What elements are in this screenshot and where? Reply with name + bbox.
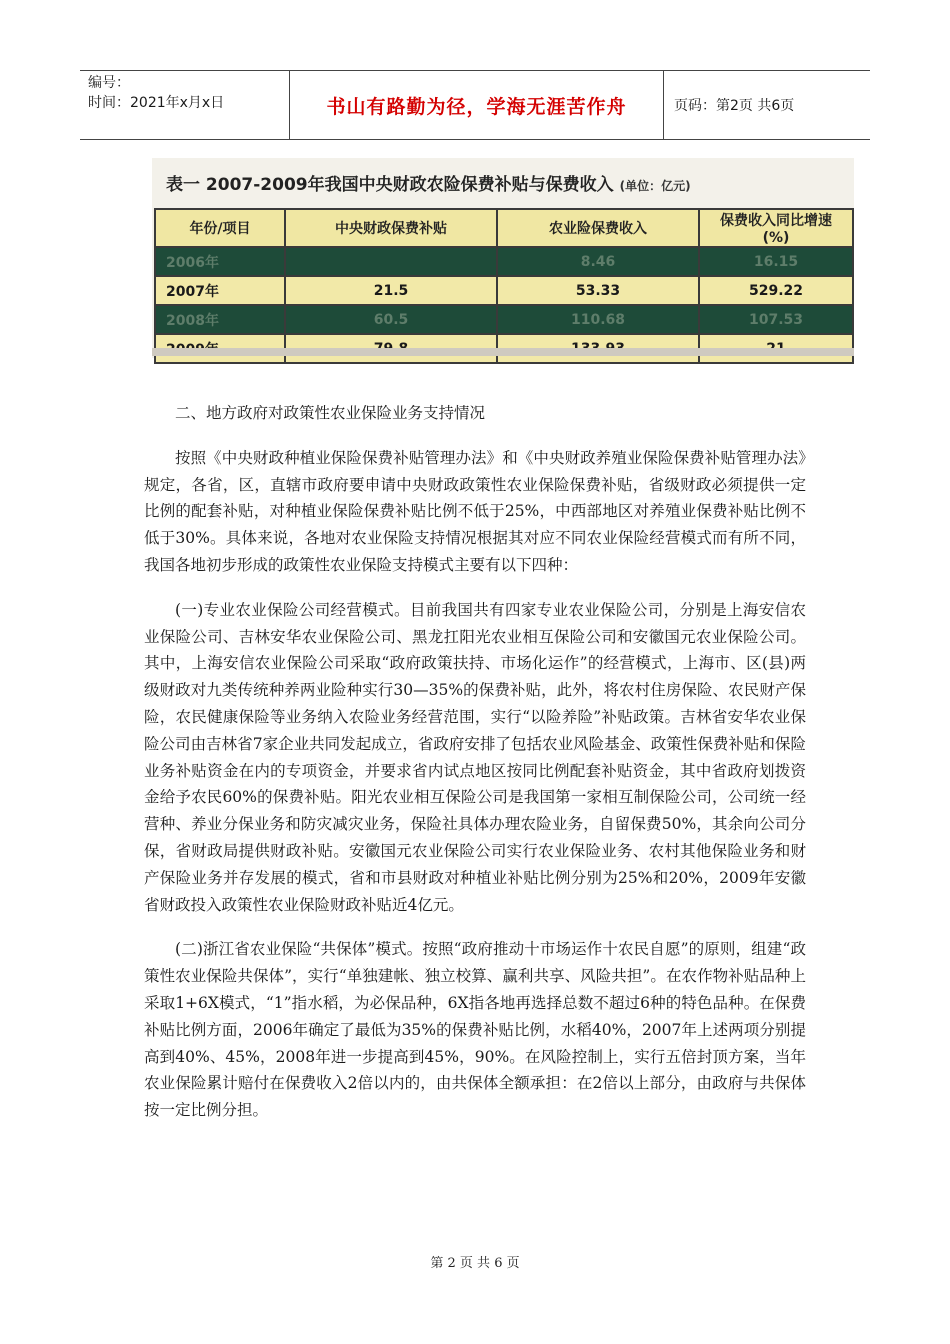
cell-year: 2006年: [155, 247, 285, 276]
table-bottom-band: [152, 348, 854, 356]
table-title: [166, 170, 691, 195]
subsidy-table: [154, 208, 854, 364]
table-header-row: [155, 209, 853, 247]
cell-year: 2008年: [155, 305, 285, 334]
document-number-label: 编号：: [88, 75, 130, 91]
table-unit: (单位：亿元): [619, 179, 691, 193]
header-meta: [80, 71, 290, 139]
document-time-label: 时间：2021年x月x日: [88, 95, 225, 111]
header-motto: 书山有路勤为径，学海无涯苦作舟: [290, 71, 664, 139]
cell-income: 8.46: [497, 247, 699, 276]
paragraph: (一)专业农业保险公司经营模式。目前我国共有四家专业农业保险公司，分别是上海安信农业保险公司、吉林安华农业保险公司、黑龙扛阳光农业相互保险公司和安徽国元农业保险公司。其中，上海安信农业保险公司采取“政府政策扶持、市场化运作”的经营模式，上海市、区(县)两级财政对九类传统种养两业险种实行30—35%的保费补贴，此外，将农村住房保险、农民财产保险，农民健康保险等业务纳入农险业务经营范围，实行“以险养险”补贴政策。吉林省安华农业保险公司由吉林省7家企业共同发起成立，省政府安排了包括农业风险基金、政策性保费补贴和保险业务补贴资金在内的专项资金，并要求省内试点地区按同比例配套补贴资金，其中省政府划拨资金给予农民60%的保费补贴。阳光农业相互保险公司是我国第一家相互制保险公司，公司统一经营种、养业分保业务和防灾减灾业务，保险社具体办理农险业务，自留保费50%，其余向公司分保，省财政局提供财政补贴。安徽国元农业保险公司实行农业保险业务、农村其他保险业务和财产保险业务并存发展的模式，省和市县财政对种植业补贴比例分别为25%和20%，2009年安徽省财政投入政策性农业保险财政补贴近4亿元。: [144, 600, 806, 914]
table-row: [155, 276, 853, 305]
body-text: [144, 400, 806, 1142]
cell-income: 110.68: [497, 305, 699, 334]
column-header: 保费收入同比增速 (%): [699, 209, 853, 247]
table-row: [155, 305, 853, 334]
column-header: 年份/项目: [155, 209, 285, 247]
column-header: 中央财政保费补贴: [285, 209, 497, 247]
cell-growth: 107.53: [699, 305, 853, 334]
cell-subsidy: [285, 247, 497, 276]
column-header: 农业险保费收入: [497, 209, 699, 247]
cell-subsidy: 21.5: [285, 276, 497, 305]
cell-growth: 529.22: [699, 276, 853, 305]
page-header: [80, 70, 870, 140]
header-page-info: 页码：第2页 共6页: [674, 98, 795, 114]
cell-subsidy: 60.5: [285, 305, 497, 334]
paragraph: 按照《中央财政种植业保险保费补贴管理办法》和《中央财政养殖业保险保费补贴管理办法》规定，各省，区，直辖市政府要申请中央财政政策性农业保险保费补贴，省级财政必须提供一定比例的配套补贴，对种植业保险保费补贴比例不低于25%，中西部地区对养殖业保费补贴比例不低于30%。具体来说，各地对农业保险支持情况根据其对应不同农业保险经营模式而有所不同，我国各地初步形成的政策性农业保险支持模式主要有以下四种：: [144, 448, 806, 574]
cell-year: 2007年: [155, 276, 285, 305]
section-heading: 二、地方政府对政策性农业保险业务支持情况: [175, 404, 486, 422]
table-figure: [152, 158, 854, 358]
paragraph: (二)浙江省农业保险“共保体”模式。按照“政府推动十市场运作十农民自愿”的原则，组建“政策性农业保险共保体”，实行“单独建帐、独立校算、赢利共享、风险共担”。在农作物补贴品种上采取1+6X模式，“1”指水稻，为必保品种，6X指各地再选择总数不超过6种的特色品种。在保费补贴比例方面，2006年确定了最低为35%的保费补贴比例，水稻40%，2007年上述两项分别提高到40%、45%，2008年进一步提高到45%，90%。在风险控制上，实行五倍封顶方案，当年农业保险累计赔付在保费收入2倍以内的，由共保体全额承担：在2倍以上部分，由政府与共保体按一定比例分担。: [144, 940, 806, 1120]
table-title-text: 表一 2007-2009年我国中央财政农险保费补贴与保费收入: [166, 175, 614, 195]
page-footer: 第 2 页 共 6 页: [430, 1256, 520, 1271]
cell-growth: 16.15: [699, 247, 853, 276]
cell-income: 53.33: [497, 276, 699, 305]
table-row: [155, 247, 853, 276]
